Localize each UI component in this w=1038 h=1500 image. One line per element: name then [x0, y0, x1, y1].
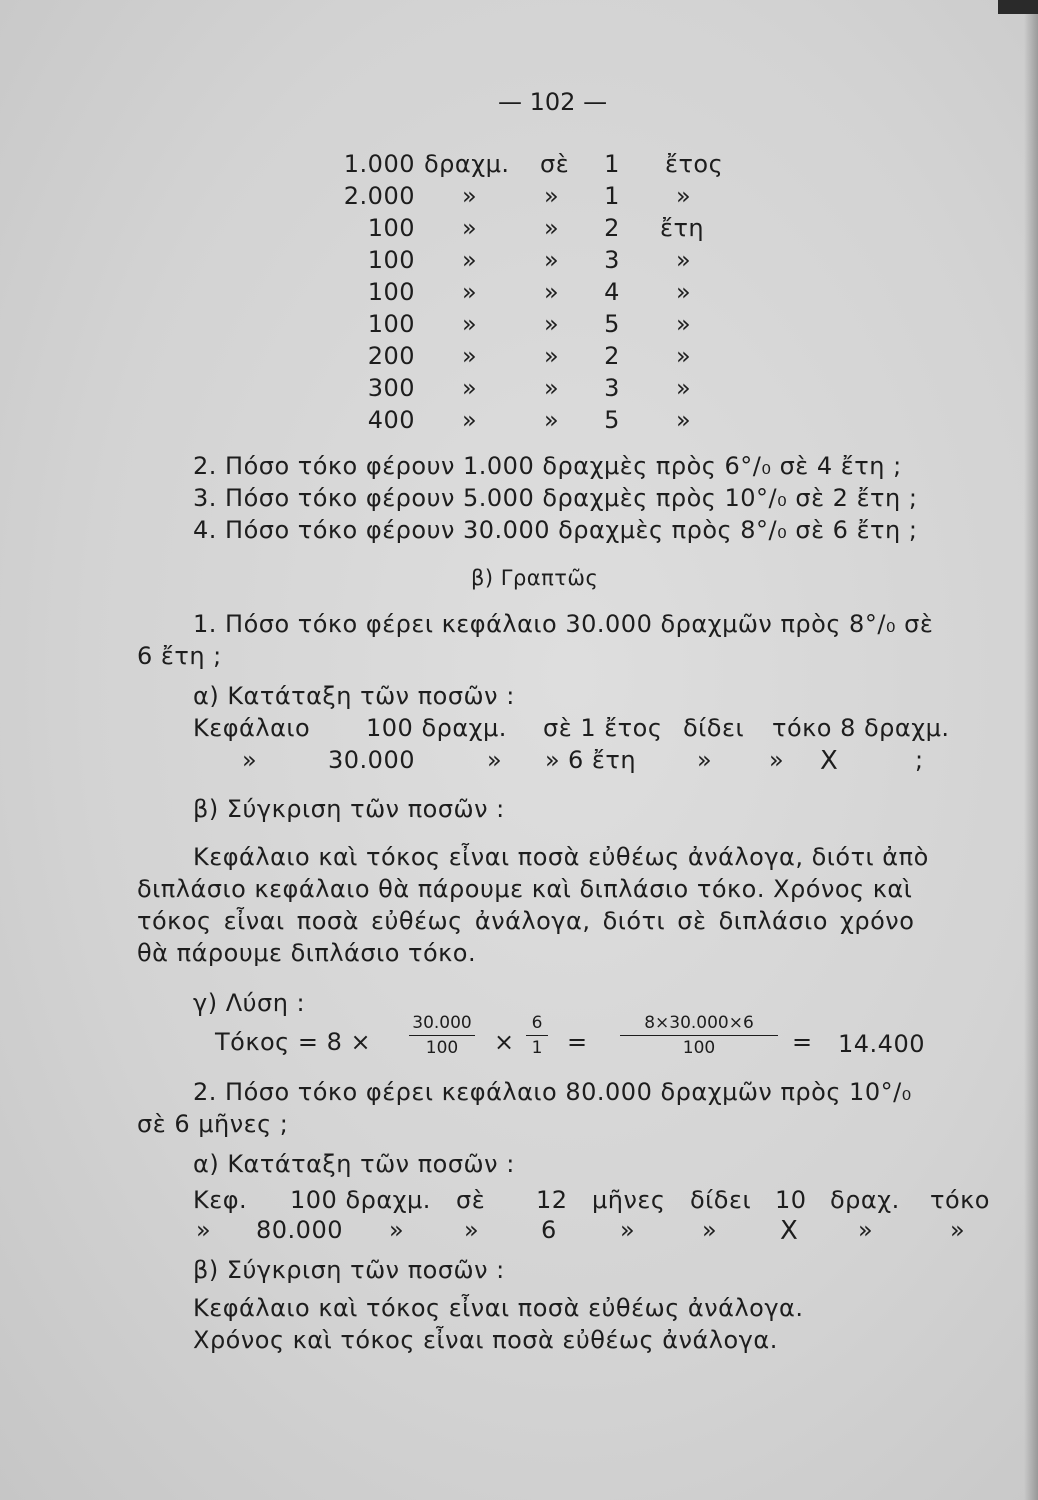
table-cell-years: 4	[604, 278, 620, 306]
problem-1-row-2-semicolon: ;	[915, 746, 924, 774]
table-cell-unit: »	[462, 374, 478, 402]
table-cell-label: »	[676, 278, 692, 306]
table-cell-se: »	[544, 406, 560, 434]
table-cell-se: »	[544, 214, 560, 242]
table-cell-label: »	[676, 342, 692, 370]
solution-fraction-3	[620, 1013, 778, 1058]
table-cell-amount: 100	[367, 278, 415, 306]
problem-2-row-2-q7: »	[950, 1216, 966, 1244]
table-cell-unit: »	[462, 278, 478, 306]
problem-1-row-1-time: σὲ 1 ἔτος	[543, 714, 663, 742]
table-cell-label: »	[676, 182, 692, 210]
table-cell-years: 1	[604, 150, 620, 178]
table-cell-amount: 100	[367, 214, 415, 242]
table-cell-unit: »	[462, 214, 478, 242]
problem-1-comparison-line: Κεφάλαιο καὶ τόκος εἶναι ποσὰ εὐθέως ἀνάλογα, διότι ἀπὸ	[193, 843, 929, 871]
problem-2-row-2-unknown: Χ	[780, 1216, 799, 1246]
table-cell-years: 1	[604, 182, 620, 210]
table-cell-years: 2	[604, 214, 620, 242]
table-cell-unit: δραχμ.	[424, 150, 510, 178]
table-cell-label: »	[676, 310, 692, 338]
table-cell-unit: »	[462, 406, 478, 434]
problem-2-row-2-q4: »	[620, 1216, 636, 1244]
problem-1-row-1-interest: τόκο 8 δραχμ.	[772, 714, 950, 742]
section-title: β) Γραπτῶς	[471, 566, 599, 590]
problem-2-row-1-label: Κεφ.	[193, 1186, 248, 1214]
problem-2-row-1-value: 10	[775, 1186, 807, 1214]
table-cell-se: »	[544, 246, 560, 274]
table-cell-years: 5	[604, 310, 620, 338]
problem-1-row-2-time: 6 ἔτη	[568, 746, 637, 774]
problem-1-line-2: 6 ἔτη ;	[137, 642, 222, 670]
problem-2-line-1: 2. Πόσο τόκο φέρει κεφάλαιο 80.000 δραχμῶν πρὸς 10°/₀	[193, 1078, 912, 1106]
solution-equals-2: =	[792, 1028, 813, 1056]
problem-1-classification-heading: α) Κατάταξη τῶν ποσῶν :	[193, 682, 515, 710]
problem-1-row-2-unknown: Χ	[820, 746, 839, 776]
page-edge-shadow	[1024, 0, 1038, 1500]
table-cell-amount: 200	[367, 342, 415, 370]
question-2: 2. Πόσο τόκο φέρουν 1.000 δραχμὲς πρὸς 6°/₀ σὲ 4 ἔτη ;	[193, 452, 902, 480]
table-cell-label: ἔτος	[665, 150, 724, 178]
problem-1-solution-heading: γ) Λύση :	[193, 989, 306, 1017]
table-cell-label: »	[676, 406, 692, 434]
table-cell-amount: 1.000	[343, 150, 415, 178]
table-cell-amount: 400	[367, 406, 415, 434]
problem-2-row-2-months: 6	[541, 1216, 557, 1244]
table-cell-label: »	[676, 374, 692, 402]
problem-2-row-1-drach: δραχ.	[830, 1186, 900, 1214]
fraction-denominator: 1	[531, 1038, 543, 1058]
solution-lhs: Τόκος = 8 ×	[215, 1028, 372, 1056]
table-cell-years: 3	[604, 374, 620, 402]
problem-2-row-2-amount: 80.000	[256, 1216, 343, 1244]
problem-1-row-2-q1: »	[242, 746, 258, 774]
fraction-numerator: 6	[531, 1013, 543, 1033]
problem-2-row-2-q2: »	[389, 1216, 405, 1244]
table-cell-unit: »	[462, 246, 478, 274]
table-cell-se: »	[544, 342, 560, 370]
table-cell-amount: 300	[367, 374, 415, 402]
table-cell-se: »	[544, 278, 560, 306]
problem-2-row-2-q5: »	[702, 1216, 718, 1244]
table-cell-label: ἔτη	[660, 214, 705, 242]
table-cell-years: 5	[604, 406, 620, 434]
problem-2-classification-heading: α) Κατάταξη τῶν ποσῶν :	[193, 1150, 515, 1178]
solution-times: ×	[494, 1028, 515, 1056]
table-cell-amount: 100	[367, 246, 415, 274]
question-4: 4. Πόσο τόκο φέρουν 30.000 δραχμὲς πρὸς 8°/₀ σὲ 6 ἔτη ;	[193, 516, 918, 544]
table-cell-unit: »	[462, 310, 478, 338]
problem-1-comparison-line: διπλάσιο κεφάλαιο θὰ πάρουμε καὶ διπλάσιο τόκο. Χρόνος καὶ	[137, 875, 913, 903]
problem-2-row-1-unit: μῆνες	[592, 1186, 666, 1214]
solution-equals-1: =	[567, 1028, 588, 1056]
problem-1-row-2-q3: »	[545, 746, 561, 774]
problem-2-comparison-line: Κεφάλαιο καὶ τόκος εἶναι ποσὰ εὐθέως ἀνάλογα.	[193, 1294, 804, 1322]
table-cell-amount: 100	[367, 310, 415, 338]
fraction-denominator: 100	[425, 1038, 459, 1058]
problem-1-row-1-gives: δίδει	[683, 714, 745, 742]
fraction-denominator: 100	[682, 1038, 716, 1058]
problem-1-row-2-amount: 30.000	[328, 746, 415, 774]
problem-2-line-2: σὲ 6 μῆνες ;	[137, 1110, 289, 1138]
problem-2-row-2-q6: »	[858, 1216, 874, 1244]
problem-1-row-2-q5: »	[769, 746, 785, 774]
problem-2-row-1-months: 12	[536, 1186, 568, 1214]
table-cell-se: σὲ	[540, 150, 570, 178]
fraction-numerator: 30.000	[412, 1013, 472, 1033]
problem-1-row-1-amount: 100 δραχμ.	[366, 714, 507, 742]
problem-1-comparison-heading: β) Σύγκριση τῶν ποσῶν :	[193, 795, 505, 823]
problem-1-comparison-line: θὰ πάρουμε διπλάσιο τόκο.	[137, 939, 477, 967]
table-cell-years: 2	[604, 342, 620, 370]
problem-2-row-1-interest: τόκο	[930, 1186, 990, 1214]
table-cell-amount: 2.000	[343, 182, 415, 210]
fraction-numerator: 8×30.000×6	[644, 1013, 754, 1033]
table-cell-label: »	[676, 246, 692, 274]
problem-2-row-2-q1: »	[196, 1216, 212, 1244]
solution-fraction-1	[409, 1013, 475, 1058]
problem-2-row-1-gives: δίδει	[690, 1186, 752, 1214]
problem-2-comparison-heading: β) Σύγκριση τῶν ποσῶν :	[193, 1256, 505, 1284]
table-cell-se: »	[544, 310, 560, 338]
table-cell-unit: »	[462, 182, 478, 210]
problem-1-row-2-q4: »	[697, 746, 713, 774]
page-number: — 102 —	[498, 88, 608, 116]
table-cell-se: »	[544, 374, 560, 402]
solution-result: 14.400	[838, 1030, 925, 1058]
table-cell-unit: »	[462, 342, 478, 370]
table-cell-years: 3	[604, 246, 620, 274]
problem-1-line-1: 1. Πόσο τόκο φέρει κεφάλαιο 30.000 δραχμῶν πρὸς 8°/₀ σὲ	[193, 610, 934, 638]
problem-1-row-2-q2: »	[487, 746, 503, 774]
problem-1-row-1-label: Κεφάλαιο	[193, 714, 311, 742]
page-corner-shadow	[998, 0, 1038, 14]
table-cell-se: »	[544, 182, 560, 210]
question-3: 3. Πόσο τόκο φέρουν 5.000 δραχμὲς πρὸς 10°/₀ σὲ 2 ἔτη ;	[193, 484, 918, 512]
problem-1-comparison-line: τόκος εἶναι ποσὰ εὐθέως ἀνάλογα, διότι σὲ διπλάσιο χρόνο	[137, 907, 915, 935]
problem-2-row-2-q3: »	[464, 1216, 480, 1244]
problem-2-comparison-line: Χρόνος καὶ τόκος εἶναι ποσὰ εὐθέως ἀνάλογα.	[193, 1326, 778, 1354]
problem-2-row-1-amount: 100 δραχμ.	[290, 1186, 431, 1214]
solution-fraction-2	[526, 1013, 548, 1058]
problem-2-row-1-se: σὲ	[456, 1186, 486, 1214]
